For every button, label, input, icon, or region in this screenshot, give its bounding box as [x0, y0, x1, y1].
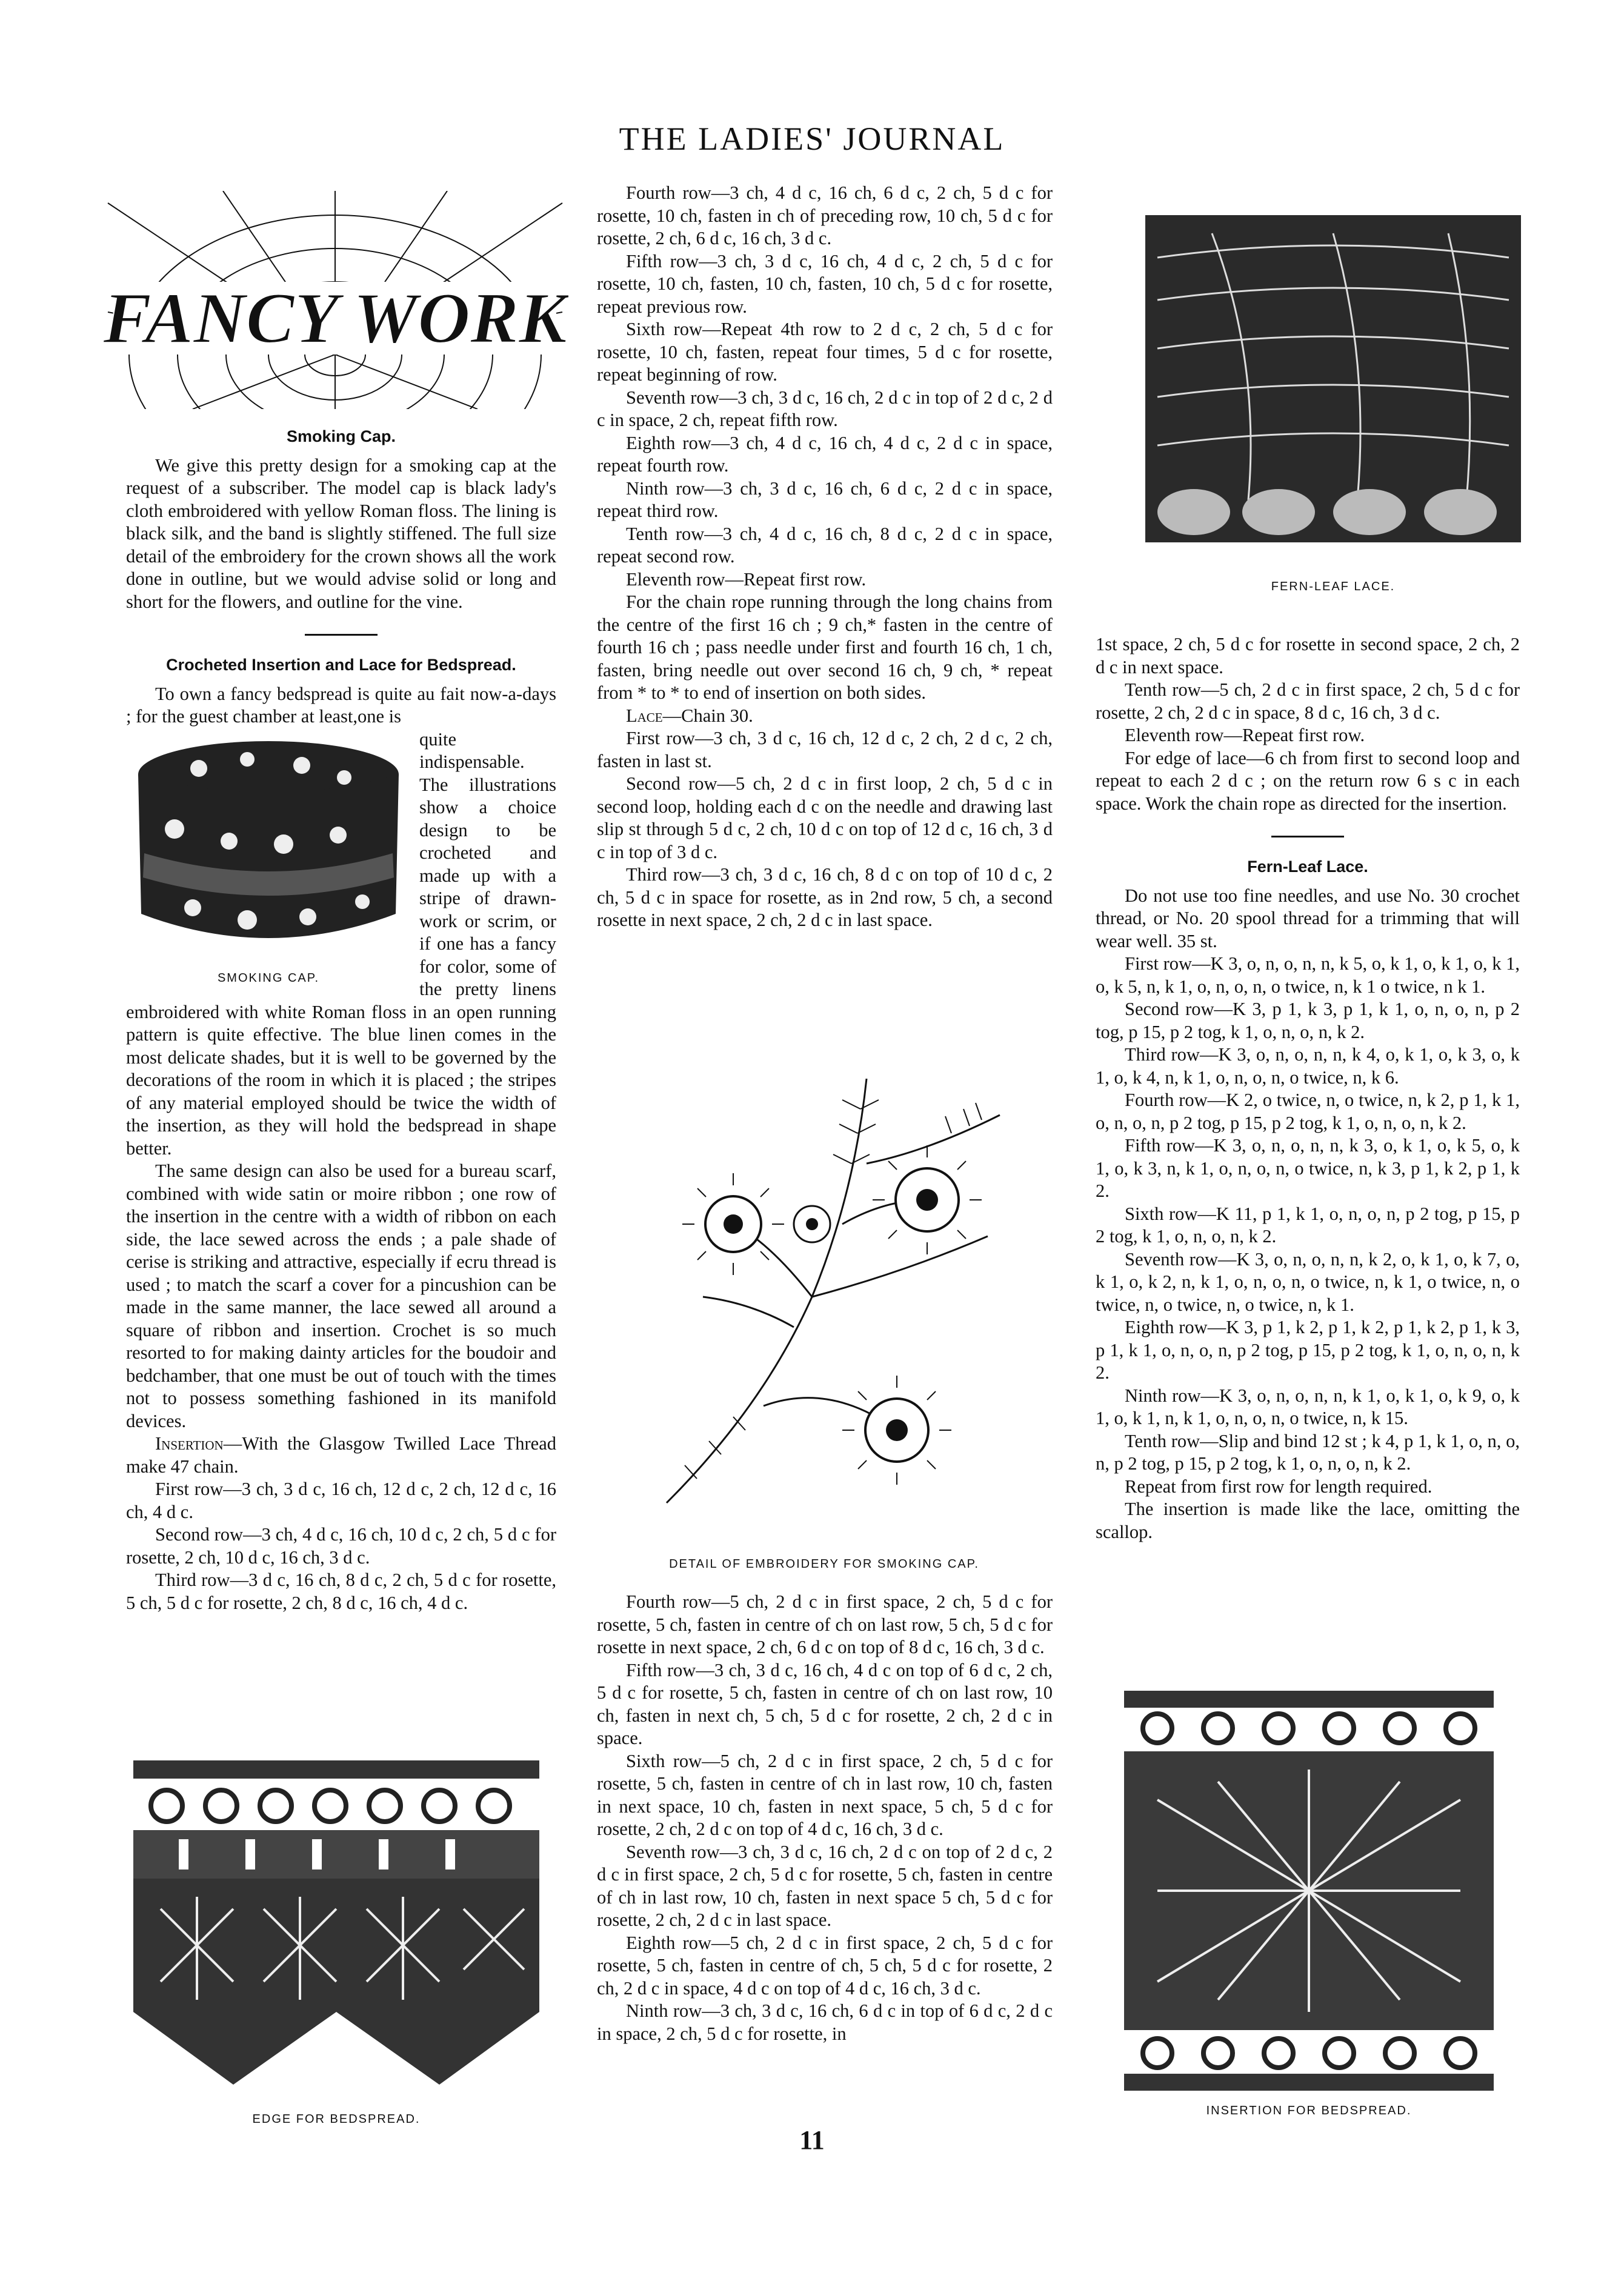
paragraph: Ninth row—3 ch, 3 d c, 16 ch, 6 d c in top of 6 d c, 2 d c in space, 2 ch, 5 d c for rosette, in [597, 2000, 1053, 2044]
paragraph: First row—3 ch, 3 d c, 16 ch, 12 d c, 2 ch, 2 d c, 2 ch, fasten in last st. [597, 728, 1053, 771]
paragraph: Ninth row—K 3, o, n, o, n, n, k 1, o, k 1, o, k 9, o, k 1, o, k 1, n, k 1, o, n, o, n, o twice, n, k 15. [1096, 1385, 1520, 1428]
lace-label: Lace [626, 705, 663, 726]
divider [305, 634, 378, 636]
paragraph: Fourth row—3 ch, 4 d c, 16 ch, 6 d c, 2 ch, 5 d c for rosette, 10 ch, fasten in ch of preceding row, 10 ch, 5 d c for rosette, 2 ch, 6 d c, 16 ch, 3 d c. [597, 182, 1053, 248]
paragraph: Fourth row—5 ch, 2 d c in first space, 2 ch, 5 d c for rosette, 5 ch, fasten in centre of ch on last row, 5 ch, 5 d c for rosette in next space, 2 ch, 6 d c on top of 8 d c, 16 ch, 3 d c. [597, 1591, 1053, 1657]
paragraph: Second row—K 3, p 1, k 3, p 1, k 1, o, n, o, n, p 2 tog, p 15, p 2 tog, k 1, o, n, o, n, k 2. [1096, 999, 1520, 1042]
paragraph: Eighth row—5 ch, 2 d c in first space, 2 ch, 5 d c for rosette, 5 ch, fasten in centre of ch, 5 ch, 5 d c for rosette, 2 ch, 2 d c in space, 4 d c on top of 4 d c, 16 ch, 3 d c. [597, 1932, 1053, 1999]
caption-edge: EDGE FOR BEDSPREAD. [252, 2113, 421, 2126]
paragraph: 1st space, 2 ch, 5 d c for rosette in second space, 2 ch, 2 d c in next space. [1096, 634, 1520, 678]
paragraph: Ninth row—3 ch, 3 d c, 16 ch, 6 d c, 2 d c in space, repeat third row. [597, 478, 1053, 521]
column-right [1096, 633, 1520, 1543]
paragraph: Repeat from first row for length required. [1125, 1476, 1433, 1497]
paragraph: The same design can also be used for a bureau scarf, combined with wide satin or moire ribbon ; one row of the insertion in the centre with a width of ribbon on each side, the lace sewed across the ends ; a pale shade of cerise is striking and attractive, especially if ecru thread is used ; to match the scarf a cover for a pincushion can be made in the same manner, the lace sewed all around a square of ribbon and insertion. Crochet is so much resorted to for making dainty articles for the boudoir and bedchamber, that one must be out of touch with the times not to possess something fashioned in its manifold devices. [126, 1160, 556, 1431]
caption-smoking-cap: SMOKING CAP. [217, 971, 320, 985]
paragraph: —With the Glasgow Twilled Lace Thread make 47 chain. [126, 1433, 556, 1477]
paragraph: Sixth row—K 11, p 1, k 1, o, n, o, n, p 2 tog, p 15, p 2 tog, k 1, o, n, o, n, k 2. [1096, 1203, 1520, 1247]
column-middle-lower [597, 1591, 1053, 2045]
embroidery-detail-figure [612, 1042, 1036, 1576]
divider [1271, 836, 1344, 837]
heading-smoking-cap: Smoking Cap. [286, 427, 396, 445]
paragraph: Third row—K 3, o, n, o, n, n, k 4, o, k 1, o, k 3, o, k 1, o, k 4, n, k 1, o, n, o, n, o twice, n, k 6. [1096, 1044, 1520, 1088]
paragraph: Eleventh row—Repeat first row. [626, 568, 867, 590]
edge-for-bedspread-figure [124, 1757, 548, 2133]
banner-text: FANCY WORK [103, 278, 567, 358]
paragraph: For the chain rope running through the long chains from the centre of the first 16 ch ; 9 ch,* fasten in the centre of fourth 16 ch ; pass needle under first and fourth 16 ch, 1 ch, fasten, bring needle out over second 16 ch, 9 ch, * repeat from * to * to end of insertion on both sides. [597, 591, 1053, 703]
paragraph: The insertion is made like the lace, omitting the scallop. [1096, 1499, 1520, 1542]
paragraph: Tenth row—Slip and bind 12 st ; k 4, p 1, k 1, o, n, o, n, p 2 tog, p 15, p 2 tog, k 1, o, n, o, n, k 2. [1096, 1430, 1520, 1474]
page-number: 11 [799, 2125, 825, 2155]
paragraph: Third row—3 d c, 16 ch, 8 d c, 2 ch, 5 d c for rosette, 5 ch, 5 d c for rosette, 2 ch, 8 d c, 16 ch, 4 d c. [126, 1570, 556, 1613]
heading-crocheted-insertion: Crocheted Insertion and Lace for Bedspread. [166, 656, 516, 674]
caption-insertion: INSERTION FOR BEDSPREAD. [1206, 2104, 1412, 2117]
paragraph: Fourth row—K 2, o twice, n, o twice, n, k 2, p 1, k 1, o, n, o, n, p 2 tog, p 15, p 2 tog, k 1, o, n, o, n, k 2. [1096, 1090, 1520, 1133]
paragraph: Sixth row—Repeat 4th row to 2 d c, 2 ch, 5 d c for rosette, 10 ch, fasten, repeat four times, 5 d c for rosette, repeat beginning of row. [597, 319, 1053, 385]
paragraph: Seventh row—3 ch, 3 d c, 16 ch, 2 d c in top of 2 d c, 2 d c in space, 2 ch, repeat fifth row. [597, 387, 1053, 430]
paragraph: Fifth row—3 ch, 3 d c, 16 ch, 4 d c on top of 6 d c, 2 ch, 5 d c for rosette, 5 ch, fasten in centre of ch on last row, 10 ch, fasten in next ch, 5 ch, 5 d c for rosette, 2 ch, 2 d c in space. [597, 1659, 1053, 1748]
smoking-cap-figure [126, 732, 411, 987]
fancy-work-banner [102, 191, 568, 409]
paragraph: Seventh row—K 3, o, n, o, n, n, k 2, o, k 1, o, k 7, o, k 1, o, k 2, n, k 1, o, n, o, n, o twice, n, k 1, o twice, n, o twice, n, o twice, n, o twice, n, k 1. [1096, 1248, 1520, 1315]
column-left [126, 417, 556, 1614]
paragraph: We give this pretty design for a smoking cap at the request of a subscriber. The model cap is black lady's cloth embroidered with yellow Roman floss. The lining is black silk, and the band is slightly stiffened. The full size detail of the embroidery for the crown shows all the work done in outline, but we would advise solid or long and short for the flowers, and outline for the vine. [126, 454, 556, 612]
heading-fern-leaf-lace: Fern-Leaf Lace. [1247, 857, 1368, 876]
paragraph: Fifth row—K 3, o, n, o, n, n, k 3, o, k 1, o, k 5, o, k 1, o, k 3, n, k 1, o, n, o, n, o twice, n, k 3, p 1, k 2, p 1, k 2. [1096, 1135, 1520, 1201]
paragraph: First row—3 ch, 3 d c, 16 ch, 12 d c, 2 ch, 12 d c, 16 ch, 4 d c. [126, 1479, 556, 1522]
paragraph: Do not use too fine needles, and use No. 30 crochet thread, or No. 20 spool thread for a trimming that will wear well. 35 st. [1096, 885, 1520, 951]
paragraph: Eleventh row—Repeat first row. [1125, 725, 1365, 745]
edge-lace-image [124, 1757, 548, 2103]
paragraph: Fifth row—3 ch, 3 d c, 16 ch, 4 d c, 2 ch, 5 d c for rosette, 10 ch, fasten, 10 ch, fasten, 10 ch, 5 d c for rosette, repeat previous row. [597, 250, 1053, 317]
paragraph: Sixth row—5 ch, 2 d c in first space, 2 ch, 5 d c for rosette, 5 ch, fasten in centre of ch in last row, 10 ch, fasten in next space, 10 ch, fasten in next space, 5 ch, 5 d c for rosette, 2 ch, 2 d c on top of 4 d c, 16 ch, 3 d c. [597, 1750, 1053, 1839]
paragraph: Third row—3 ch, 3 d c, 16 ch, 8 d c on top of 10 d c, 2 ch, 5 d c in space for rosette, as in 2nd row, 5 ch, a second rosette in next space, 2 ch, 2 d c in last space. [597, 864, 1053, 930]
caption-detail: DETAIL OF EMBROIDERY FOR SMOKING CAP. [669, 1557, 979, 1571]
insertion-for-bedspread-figure [1121, 1691, 1497, 2127]
paragraph: quite indispensable. The illustrations show a choice design to be crocheted and made up with a stripe of drawn-work or scrim, or if one has a fancy for color, some of the pretty linens embroidered with white Roman floss in an open running pattern is quite effective. The blue linen comes in the most delicate shades, but it is well to be governed by the decorations of the room in which it is placed ; the stripes of any material employed should be twice the width of the insertion, as they will hold the bedspread in shape better. [126, 728, 556, 1159]
paragraph: Eighth row—3 ch, 4 d c, 16 ch, 4 d c, 2 d c in space, repeat fourth row. [597, 432, 1053, 476]
page-header: THE LADIES' JOURNAL [619, 121, 1005, 157]
paragraph: For edge of lace—6 ch from first to second loop and repeat to each 2 d c ; on the return row 6 s c in each space. Work the chain rope as directed for the insertion. [1096, 747, 1520, 814]
paragraph: Seventh row—3 ch, 3 d c, 16 ch, 2 d c on top of 2 d c, 2 d c in first space, 2 ch, 5 d c for rosette, 5 ch, fasten in centre of ch in last row, 10 ch, fasten in next space 5 ch, 5 d c for rosette, 2 ch, 2 d c in last space. [597, 1841, 1053, 1930]
paragraph: Tenth row—5 ch, 2 d c in first space, 2 ch, 5 d c for rosette, 2 ch, 2 d c in space, 8 d c, 16 ch, 3 d c. [1096, 679, 1520, 723]
smoking-cap-image [126, 732, 411, 962]
embroidery-detail-image [612, 1042, 1036, 1545]
paragraph: Second row—3 ch, 4 d c, 16 ch, 10 d c, 2 ch, 5 d c for rosette, 2 ch, 10 d c, 16 ch, 3 d c. [126, 1524, 556, 1568]
paragraph: Tenth row—3 ch, 4 d c, 16 ch, 8 d c, 2 d c in space, repeat second row. [597, 523, 1053, 567]
fern-leaf-lace-figure [1139, 209, 1527, 621]
insertion-lace-image [1121, 1691, 1497, 2091]
caption-fern: FERN-LEAF LACE. [1271, 580, 1396, 593]
paragraph: To own a fancy bedspread is quite au fait now-a-days ; for the guest chamber at least,one is [126, 683, 556, 727]
insertion-label: Insertion [155, 1433, 224, 1454]
paragraph: Second row—5 ch, 2 d c in first loop, 2 ch, 5 d c in second loop, holding each d c on the needle and drawing last slip st through 5 d c, 2 ch, 10 d c on top of 12 d c, 16 ch, 3 d c in top of 3 d c. [597, 773, 1053, 862]
column-middle [597, 182, 1053, 932]
paragraph: First row—K 3, o, n, o, n, n, k 5, o, k 1, o, k 1, o, k 1, o, k 5, n, k 1, o, n, o, n, o twice, n, k 1 o twice, n k 1. [1096, 953, 1520, 997]
flower-motifs [705, 1168, 959, 1462]
fern-leaf-lace-image [1139, 209, 1527, 554]
paragraph: Eighth row—K 3, p 1, k 2, p 1, k 2, p 1, k 2, p 1, k 3, p 1, k 1, o, n, o, n, p 2 tog, p 15, p 2 tog, k 1, o, n, o, n, k 2. [1096, 1317, 1520, 1383]
paragraph: —Chain 30. [662, 705, 753, 726]
